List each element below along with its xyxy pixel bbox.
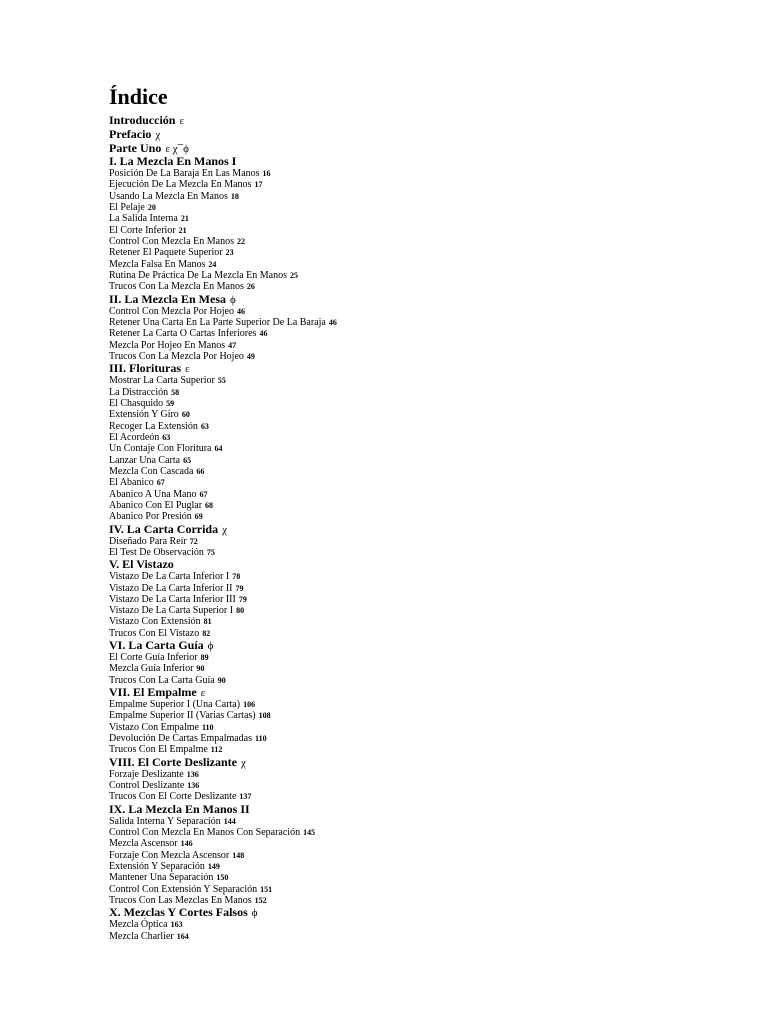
toc-entry[interactable] xyxy=(109,571,749,582)
entry-label: Trucos Con La Mezcla Por Hojeo xyxy=(109,350,244,362)
entry-label: Diseñado Para Reír xyxy=(109,535,187,547)
toc-entry[interactable] xyxy=(109,616,749,627)
entry-label: Vistazo De La Carta Inferior III xyxy=(109,593,236,605)
entry-label: Recoger La Extensión xyxy=(109,420,198,432)
chapter-section xyxy=(109,558,749,639)
toc-entry[interactable] xyxy=(109,850,749,861)
page-number: 152 xyxy=(254,896,267,906)
entry-label: Retener El Paquete Superior xyxy=(109,247,223,259)
entry-label: Un Contaje Con Floritura xyxy=(109,443,212,455)
toc-entry[interactable] xyxy=(109,168,749,179)
page-number: 25 xyxy=(290,270,298,280)
entry-label: Ejecución De La Mezcla En Manos xyxy=(109,179,252,191)
entry-label: La Distracción xyxy=(109,386,169,398)
page-number: 18 xyxy=(230,191,239,201)
front-matter-symbol: ε χ ̅ ϕ xyxy=(165,143,189,155)
entry-label: Extensión Y Giro xyxy=(109,409,179,421)
entry-label: Abanico Por Presión xyxy=(109,511,192,523)
entry-label: Forzaje Deslizante xyxy=(109,768,184,780)
toc-entry[interactable] xyxy=(109,421,749,432)
toc-entry[interactable] xyxy=(109,225,749,236)
page-number: 79 xyxy=(235,583,244,593)
front-matter-label: Prefacio xyxy=(109,127,152,141)
toc-entry[interactable] xyxy=(109,769,749,780)
entry-label: Extensión Y Separación xyxy=(109,861,205,873)
page-number: 63 xyxy=(200,421,209,431)
entry-label: Control Con Mezcla Por Hojeo xyxy=(109,305,234,317)
chapter-section xyxy=(109,523,749,559)
chapter-section xyxy=(109,639,749,686)
page-number: 21 xyxy=(178,225,187,235)
toc-entry[interactable] xyxy=(109,455,749,466)
chapter-heading[interactable] xyxy=(109,639,749,652)
page-number: 75 xyxy=(206,547,215,557)
page-number: 148 xyxy=(232,850,245,860)
toc-entry[interactable] xyxy=(109,236,749,247)
page-number: 110 xyxy=(255,734,267,744)
page-number: 20 xyxy=(147,202,156,212)
page-number: 78 xyxy=(232,572,241,582)
entry-label: Lanzar Una Carta xyxy=(109,454,181,466)
entry-label: Retener Una Carta En La Parte Superior De La Baraja xyxy=(109,316,326,328)
chapter-symbol: ϕ xyxy=(251,907,258,920)
toc-entry[interactable] xyxy=(109,710,749,721)
chapter-list xyxy=(109,155,749,942)
page-number: 69 xyxy=(194,512,203,522)
chapter-heading[interactable] xyxy=(109,155,749,168)
entry-label: Posición De La Baraja En Las Manos xyxy=(109,168,260,179)
page-title: Índice xyxy=(109,84,168,109)
chapter-symbol: χ xyxy=(222,523,227,536)
toc-entry[interactable] xyxy=(109,489,749,500)
page-number: 46 xyxy=(328,317,337,327)
page-number: 89 xyxy=(200,653,209,663)
page-number: 136 xyxy=(186,769,199,779)
entry-label: Mezcla Guía Inferior xyxy=(109,663,194,675)
entry-label: Mezcla Falsa En Manos xyxy=(109,258,206,270)
toc-entry[interactable] xyxy=(109,328,749,339)
page-number: 80 xyxy=(236,606,245,616)
toc-entry[interactable] xyxy=(109,477,749,488)
page-number: 136 xyxy=(187,781,200,791)
toc-entry[interactable] xyxy=(109,605,749,616)
chapter-section xyxy=(109,293,749,363)
page-number: 79 xyxy=(238,594,247,604)
page-number: 106 xyxy=(243,700,256,710)
entry-label: Devolución De Cartas Empalmadas xyxy=(109,733,253,745)
page-number: 59 xyxy=(166,398,175,408)
entry-label: Rutina De Práctica De La Mezcla En Manos xyxy=(109,269,287,281)
toc-entry[interactable] xyxy=(109,191,749,202)
page-number: 64 xyxy=(214,444,223,454)
page-number: 16 xyxy=(262,169,271,178)
entry-label: Trucos Con La Mezcla En Manos xyxy=(109,281,244,293)
page-number: 163 xyxy=(170,920,183,930)
chapter-heading[interactable] xyxy=(109,558,749,571)
front-matter-symbol: χ xyxy=(155,129,161,141)
entry-label: Control Deslizante xyxy=(109,780,185,792)
toc-entry[interactable] xyxy=(109,628,749,639)
toc-entry[interactable] xyxy=(109,931,749,942)
chapter-symbol: ϕ xyxy=(229,293,236,306)
toc-entry[interactable] xyxy=(109,443,749,454)
entry-label: Vistazo De La Carta Inferior I xyxy=(109,571,230,583)
entry-label: El Acordeón xyxy=(109,431,160,443)
page-number: 150 xyxy=(216,873,229,883)
entry-label: Mezcla Por Hojeo En Manos xyxy=(109,339,226,351)
chapter-section xyxy=(109,155,749,293)
entry-label: Forzaje Con Mezcla Ascensor xyxy=(109,849,230,861)
front-matter-label: Introducción xyxy=(109,113,176,127)
chapter-title: II. La Mezcla En Mesa xyxy=(109,291,226,306)
toc-entry[interactable] xyxy=(109,861,749,872)
entry-label: Empalme Superior I (Una Carta) xyxy=(109,699,241,711)
entry-label: El Pelaje xyxy=(109,201,145,213)
entry-label: Vistazo De La Carta Superior I xyxy=(109,605,234,617)
toc-entry[interactable] xyxy=(109,699,749,710)
toc-entry[interactable] xyxy=(109,838,749,849)
toc-entry[interactable] xyxy=(109,398,749,409)
entry-label: Mezcla Con Cascada xyxy=(109,465,194,477)
page-number: 145 xyxy=(303,828,316,838)
page-number: 164 xyxy=(176,931,189,941)
entry-label: Mezcla Ascensor xyxy=(109,838,178,850)
toc-entry[interactable] xyxy=(109,409,749,420)
entry-label: Trucos Con El Empalme xyxy=(109,744,208,756)
page-number: 65 xyxy=(183,455,192,465)
chapter-title: VIII. El Corte Deslizante xyxy=(109,754,237,769)
toc-entry[interactable] xyxy=(109,351,749,362)
entry-label: Mezcla Charlier xyxy=(109,930,174,942)
chapter-section xyxy=(109,803,749,907)
page-number: 66 xyxy=(196,466,205,476)
chapter-symbol: ε xyxy=(185,363,190,376)
page-number: 49 xyxy=(246,351,255,361)
page-number: 108 xyxy=(258,711,271,721)
page-number: 82 xyxy=(202,628,211,638)
toc-entry[interactable] xyxy=(109,179,749,190)
toc-entry[interactable] xyxy=(109,466,749,477)
chapter-section xyxy=(109,906,749,942)
toc-entry[interactable] xyxy=(109,780,749,791)
entry-label: Vistazo Con Extensión xyxy=(109,616,201,628)
page-number: 46 xyxy=(259,329,268,339)
toc-entry[interactable] xyxy=(109,213,749,224)
toc-entry[interactable] xyxy=(109,827,749,838)
page-number: 72 xyxy=(189,536,198,546)
page-number: 90 xyxy=(196,664,205,674)
page-number: 112 xyxy=(210,745,223,755)
chapter-heading[interactable] xyxy=(109,523,749,536)
page-number: 23 xyxy=(225,248,234,258)
toc-entry[interactable] xyxy=(109,675,749,686)
toc-entry[interactable] xyxy=(109,317,749,328)
chapter-heading[interactable] xyxy=(109,293,749,306)
chapter-symbol: χ xyxy=(240,756,246,769)
entry-label: El Corte Guía Inferior xyxy=(109,652,198,664)
entry-label: Control Con Mezcla En Manos xyxy=(109,235,234,247)
chapter-symbol: ε xyxy=(200,687,206,700)
chapter-heading[interactable] xyxy=(109,906,749,919)
chapter-title: IX. La Mezcla En Manos II xyxy=(109,801,250,816)
page-number: 146 xyxy=(180,839,193,849)
chapter-section xyxy=(109,756,749,803)
toc-entry[interactable] xyxy=(109,872,749,883)
entry-label: Vistazo De La Carta Inferior II xyxy=(109,582,233,594)
front-matter-item[interactable] xyxy=(109,141,749,155)
page-number: 22 xyxy=(236,236,245,246)
toc-entry[interactable] xyxy=(109,536,749,547)
page-number: 47 xyxy=(228,340,237,350)
chapter-heading[interactable] xyxy=(109,756,749,769)
page-number: 17 xyxy=(254,180,263,190)
chapter-section xyxy=(109,362,749,522)
page-number: 67 xyxy=(156,478,165,488)
entry-label: Vistazo Con Empalme xyxy=(109,721,199,733)
page-number: 58 xyxy=(171,387,180,397)
page-number: 81 xyxy=(203,617,212,627)
entry-label: El Abanico xyxy=(109,477,154,489)
entry-label: Trucos Con La Carta Guía xyxy=(109,674,215,686)
entry-label: Mantener Una Separación xyxy=(109,872,214,884)
chapter-title: X. Mezclas Y Cortes Falsos xyxy=(109,905,248,920)
entry-label: Control Con Extensión Y Separación xyxy=(109,883,258,895)
entry-label: Salida Interna Y Separación xyxy=(109,815,221,827)
front-matter-item[interactable] xyxy=(109,113,749,127)
front-matter-symbol: ε xyxy=(179,115,185,127)
entry-label: Abanico Con El Puglar xyxy=(109,499,203,511)
toc-entry[interactable] xyxy=(109,202,749,213)
entry-label: El Chasquido xyxy=(109,397,164,409)
page-number: 137 xyxy=(239,792,252,802)
page-number: 67 xyxy=(199,489,208,499)
entry-label: El Corte Inferior xyxy=(109,224,176,236)
toc-entry[interactable] xyxy=(109,652,749,663)
page-number: 55 xyxy=(217,376,226,386)
entry-label: Mostrar La Carta Superior xyxy=(109,375,215,387)
toc-entry[interactable] xyxy=(109,733,749,744)
chapter-title: IV. La Carta Corrida xyxy=(109,521,219,536)
toc-entry[interactable] xyxy=(109,884,749,895)
toc-entry[interactable] xyxy=(109,375,749,386)
page-number: 110 xyxy=(201,722,214,732)
toc-entry[interactable] xyxy=(109,387,749,398)
chapter-symbol: ϕ xyxy=(207,640,214,653)
page-number: 60 xyxy=(181,410,190,420)
toc-entry[interactable] xyxy=(109,547,749,558)
page-number: 46 xyxy=(236,306,245,316)
entry-label: Control Con Mezcla En Manos Con Separación xyxy=(109,827,301,839)
entry-label: La Salida Interna xyxy=(109,213,178,225)
page-number: 149 xyxy=(207,862,220,872)
chapter-heading[interactable] xyxy=(109,362,749,375)
front-matter-item[interactable] xyxy=(109,127,749,141)
toc-entry[interactable] xyxy=(109,663,749,674)
toc-entry[interactable] xyxy=(109,340,749,351)
entry-label: Retener La Carta O Cartas Inferiores xyxy=(109,328,257,340)
page-number: 68 xyxy=(205,500,214,510)
entry-label: El Test De Observación xyxy=(109,546,204,558)
chapter-title: VI. La Carta Guía xyxy=(109,638,204,653)
entry-label: Trucos Con Las Mezclas En Manos xyxy=(109,895,252,907)
page-number: 24 xyxy=(208,259,217,269)
entry-label: Abanico A Una Mano xyxy=(109,488,197,500)
page-number: 144 xyxy=(223,816,236,826)
toc-entry[interactable] xyxy=(109,500,749,511)
chapter-title: VII. El Empalme xyxy=(109,685,197,700)
page-number: 21 xyxy=(180,214,189,224)
chapter-title: III. Florituras xyxy=(109,361,181,376)
chapter-heading[interactable] xyxy=(109,803,749,816)
toc-entry[interactable] xyxy=(109,432,749,443)
page-number: 63 xyxy=(162,432,171,442)
front-matter xyxy=(109,113,749,155)
toc-entry[interactable] xyxy=(109,247,749,258)
chapter-title: V. El Vistazo xyxy=(109,557,174,572)
toc-entry[interactable] xyxy=(109,919,749,930)
entry-label: Trucos Con El Vistazo xyxy=(109,627,200,639)
entry-label: Mezcla Óptica xyxy=(109,919,168,931)
toc-entry[interactable] xyxy=(109,722,749,733)
page-number: 26 xyxy=(246,282,255,292)
toc-entry[interactable] xyxy=(109,594,749,605)
toc-entry[interactable] xyxy=(109,306,749,317)
chapter-heading[interactable] xyxy=(109,686,749,699)
entry-label: Usando La Mezcla En Manos xyxy=(109,190,228,202)
entry-label: Trucos Con El Corte Deslizante xyxy=(109,791,237,803)
entry-label: Empalme Superior II (Varias Cartas) xyxy=(109,710,256,722)
toc-entry[interactable] xyxy=(109,583,749,594)
toc-entry[interactable] xyxy=(109,270,749,281)
page-number: 151 xyxy=(260,884,273,894)
page-number: 90 xyxy=(217,675,226,685)
chapter-title: I. La Mezcla En Manos I xyxy=(109,154,237,168)
table-of-contents xyxy=(109,84,749,942)
chapter-section xyxy=(109,686,749,756)
front-matter-label: Parte Uno xyxy=(109,141,162,155)
toc-entry[interactable] xyxy=(109,816,749,827)
toc-entry[interactable] xyxy=(109,259,749,270)
